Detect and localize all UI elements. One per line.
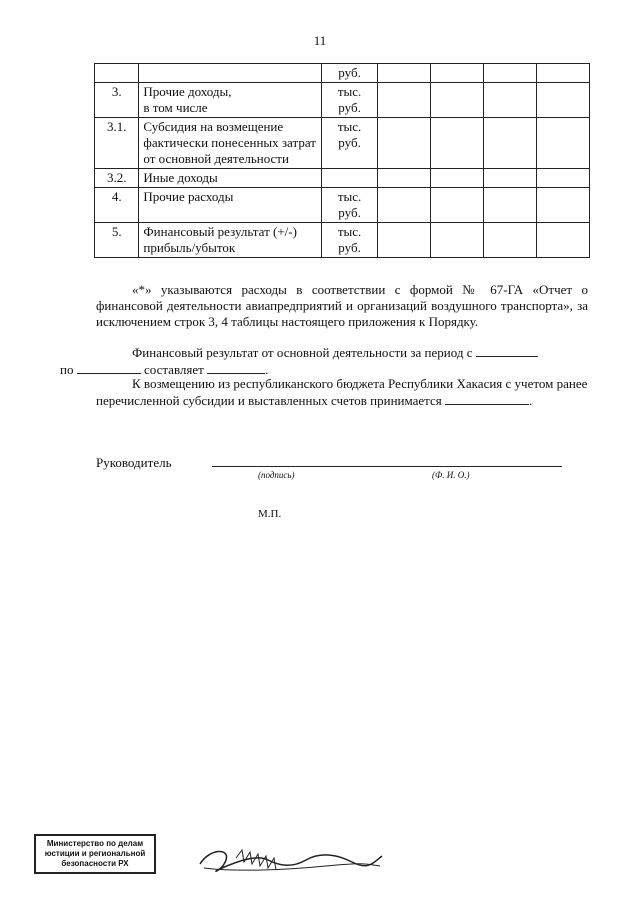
value-cell-2[interactable] bbox=[430, 169, 483, 188]
financial-result-text-2: по bbox=[60, 362, 74, 377]
row-number-cell: 3.1. bbox=[95, 118, 139, 169]
row-unit-cell: руб. bbox=[322, 64, 377, 83]
value-cell-2[interactable] bbox=[430, 118, 483, 169]
footnote-text: «*» указываются расходы в соответствии с формой № 67-ГА «Отчет о финансовой деятельности авиапредприятий и организаций воздушного транспорта», за исключением строк 3, 4 таблицы настоящего приложения к Порядку. bbox=[96, 282, 588, 329]
row-name-cell: Иные доходы bbox=[139, 169, 322, 188]
row-unit-cell: тыс. руб. bbox=[322, 83, 377, 118]
value-cell-3[interactable] bbox=[483, 83, 536, 118]
value-cell-2[interactable] bbox=[430, 223, 483, 258]
financial-table bbox=[94, 63, 590, 258]
row-unit-cell: тыс. руб. bbox=[322, 188, 377, 223]
table-row bbox=[95, 223, 590, 258]
signature-caption: (подпись) bbox=[258, 470, 295, 480]
financial-result-text-4: . bbox=[265, 362, 269, 377]
row-number-cell bbox=[95, 64, 139, 83]
compensation-text: К возмещению из республиканского бюджета Республики Хакасия с учетом ранее перечисленной субсидии и выставленных счетов принимается bbox=[96, 376, 588, 408]
value-cell-3[interactable] bbox=[483, 118, 536, 169]
period-end-blank[interactable] bbox=[77, 361, 141, 374]
row-name-cell: Финансовый результат (+/-) прибыль/убыток bbox=[139, 223, 322, 258]
value-cell-3[interactable] bbox=[483, 223, 536, 258]
row-unit-cell bbox=[322, 169, 377, 188]
row-unit-cell: тыс. руб. bbox=[322, 118, 377, 169]
value-cell-4[interactable] bbox=[536, 169, 589, 188]
signature-line[interactable] bbox=[212, 466, 562, 467]
compensation-amount-blank[interactable] bbox=[445, 392, 529, 405]
table-row bbox=[95, 188, 590, 223]
value-cell-4[interactable] bbox=[536, 118, 589, 169]
row-number-cell: 3. bbox=[95, 83, 139, 118]
head-label: Руководитель bbox=[96, 455, 172, 470]
row-name-cell: Прочие доходы, в том числе bbox=[139, 83, 322, 118]
value-cell-4[interactable] bbox=[536, 83, 589, 118]
value-cell-4[interactable] bbox=[536, 188, 589, 223]
row-number-cell: 5. bbox=[95, 223, 139, 258]
table-row bbox=[95, 118, 590, 169]
financial-result-paragraph bbox=[60, 344, 588, 378]
value-cell-1[interactable] bbox=[377, 118, 430, 169]
value-cell-1[interactable] bbox=[377, 83, 430, 118]
name-caption: (Ф. И. О.) bbox=[432, 470, 470, 480]
value-cell-3[interactable] bbox=[483, 188, 536, 223]
period-start-blank[interactable] bbox=[476, 344, 538, 357]
value-cell-3[interactable] bbox=[483, 169, 536, 188]
value-cell-1[interactable] bbox=[377, 169, 430, 188]
stamp-line-3: безопасности РХ bbox=[61, 859, 129, 868]
seal-place: М.П. bbox=[258, 508, 282, 520]
compensation-end: . bbox=[529, 393, 533, 408]
compensation-paragraph bbox=[96, 376, 588, 409]
value-cell-1[interactable] bbox=[377, 188, 430, 223]
handwritten-signature bbox=[196, 842, 386, 878]
value-cell-2[interactable] bbox=[430, 83, 483, 118]
table-row bbox=[95, 169, 590, 188]
result-amount-blank[interactable] bbox=[207, 361, 265, 374]
value-cell-3[interactable] bbox=[483, 64, 536, 83]
value-cell-1[interactable] bbox=[377, 64, 430, 83]
row-number-cell: 4. bbox=[95, 188, 139, 223]
value-cell-4[interactable] bbox=[536, 64, 589, 83]
row-number-cell: 3.2. bbox=[95, 169, 139, 188]
financial-result-text-3: составляет bbox=[143, 362, 204, 377]
row-name-cell: Прочие расходы bbox=[139, 188, 322, 223]
value-cell-4[interactable] bbox=[536, 223, 589, 258]
row-name-cell bbox=[139, 64, 322, 83]
value-cell-2[interactable] bbox=[430, 64, 483, 83]
table-row bbox=[95, 83, 590, 118]
value-cell-2[interactable] bbox=[430, 188, 483, 223]
ministry-stamp bbox=[34, 834, 156, 874]
row-name-cell: Субсидия на возмещение фактически понесенных затрат от основной деятельности bbox=[139, 118, 322, 169]
value-cell-1[interactable] bbox=[377, 223, 430, 258]
row-unit-cell: тыс. руб. bbox=[322, 223, 377, 258]
footnote-paragraph bbox=[96, 282, 588, 330]
table-row bbox=[95, 64, 590, 83]
page-number: 11 bbox=[313, 33, 327, 48]
stamp-line-1: Министерство по делам bbox=[46, 839, 144, 848]
financial-result-text-1: Финансовый результат от основной деятельности за период с bbox=[132, 345, 473, 360]
stamp-line-2: юстиции и региональной bbox=[44, 849, 146, 858]
